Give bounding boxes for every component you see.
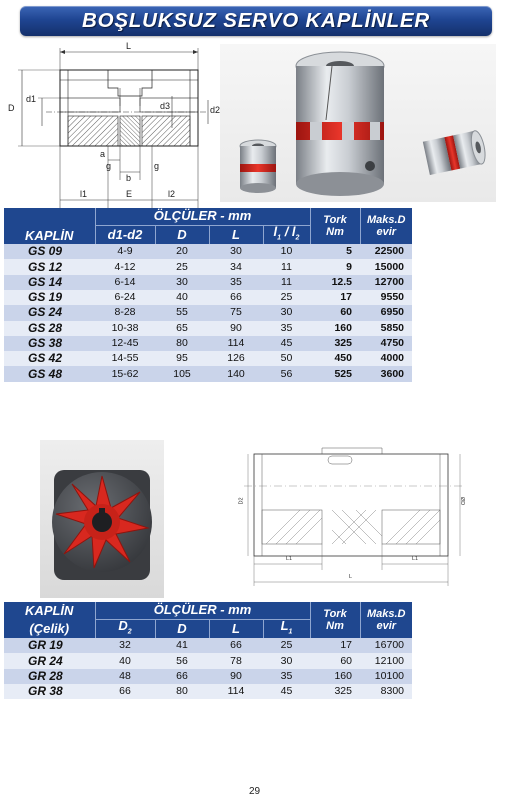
value-cell: 450 — [310, 351, 360, 366]
gr-table-body — [4, 638, 412, 699]
value-cell: 525 — [310, 366, 360, 381]
value-cell: 8-28 — [95, 305, 155, 320]
table-row — [4, 321, 412, 336]
model-cell: GS 38 — [4, 336, 95, 351]
value-cell: 4-12 — [95, 259, 155, 274]
model-cell: GR 38 — [4, 684, 95, 699]
value-cell: 56 — [155, 653, 209, 668]
value-cell: 114 — [209, 336, 263, 351]
value-cell: 12100 — [360, 653, 412, 668]
technical-drawing-gs — [8, 40, 220, 212]
value-cell: 35 — [263, 321, 310, 336]
table-row — [4, 366, 412, 381]
value-cell: 20 — [155, 244, 209, 259]
table-row — [4, 336, 412, 351]
value-cell: 45 — [263, 684, 310, 699]
value-cell: 66 — [95, 684, 155, 699]
value-cell: 4000 — [360, 351, 412, 366]
dim-label-d1: d1 — [26, 94, 37, 104]
value-cell: 75 — [209, 305, 263, 320]
model-cell: GR 19 — [4, 638, 95, 653]
dim-label-D: D — [8, 103, 15, 113]
gr-spec-table — [4, 602, 412, 699]
value-cell: 5850 — [360, 321, 412, 336]
col-header-D2: $D_2$ — [95, 619, 155, 638]
value-cell: 30 — [263, 653, 310, 668]
model-cell: GS 09 — [4, 244, 95, 259]
value-cell: 325 — [310, 684, 360, 699]
value-cell: 41 — [155, 638, 209, 653]
col-header-maks-devir: Maks.D evir — [360, 208, 412, 244]
value-cell: 25 — [263, 638, 310, 653]
gr-drawing-svg — [236, 440, 472, 588]
col-header-l1-l2: $l_1 / l_2$ — [263, 225, 310, 244]
model-cell: GS 48 — [4, 366, 95, 381]
value-cell: 325 — [310, 336, 360, 351]
value-cell: 4-9 — [95, 244, 155, 259]
model-cell: GS 12 — [4, 259, 95, 274]
value-cell: 9550 — [360, 290, 412, 305]
table-row — [4, 684, 412, 699]
col-header-L: L — [209, 619, 263, 638]
table-row — [4, 275, 412, 290]
table-row — [4, 259, 412, 274]
value-cell: 126 — [209, 351, 263, 366]
value-cell: 35 — [209, 275, 263, 290]
table-row — [4, 244, 412, 259]
page-title: BOŞLUKSUZ SERVO KAPLİNLER — [81, 9, 431, 32]
model-cell: GR 28 — [4, 669, 95, 684]
dim-label-L: L — [126, 41, 132, 51]
value-cell: 25 — [263, 290, 310, 305]
value-cell: 60 — [310, 305, 360, 320]
col-header-kaplin: KAPLİN — [4, 208, 95, 244]
dim-label-d2: d2 — [210, 105, 221, 115]
value-cell: 90 — [209, 669, 263, 684]
value-cell: 4750 — [360, 336, 412, 351]
value-cell: 34 — [209, 259, 263, 274]
value-cell: 5 — [310, 244, 360, 259]
value-cell: 8300 — [360, 684, 412, 699]
value-cell: 15000 — [360, 259, 412, 274]
product-photo-gr — [40, 440, 164, 598]
dim-label-L1-right: L1 — [412, 556, 419, 562]
dim-label-L1-left: L1 — [286, 556, 293, 562]
value-cell: 50 — [263, 351, 310, 366]
model-cell: GS 28 — [4, 321, 95, 336]
gr-coupling-illustration — [40, 440, 164, 598]
value-cell: 30 — [263, 305, 310, 320]
col-header-tork: Tork Nm — [310, 602, 360, 638]
value-cell: 15-62 — [95, 366, 155, 381]
table-row — [4, 638, 412, 653]
dim-label-OD: ØD — [459, 496, 466, 506]
value-cell: 160 — [310, 321, 360, 336]
table-row — [4, 305, 412, 320]
value-cell: 11 — [263, 275, 310, 290]
gs-spec-table — [4, 208, 412, 382]
value-cell: 48 — [95, 669, 155, 684]
value-cell: 10-38 — [95, 321, 155, 336]
value-cell: 25 — [155, 259, 209, 274]
dim-label-l1: l1 — [80, 189, 88, 199]
col-header-olculer: ÖLÇÜLER - mm — [95, 208, 310, 225]
table-row — [4, 669, 412, 684]
value-cell: 160 — [310, 669, 360, 684]
value-cell: 105 — [155, 366, 209, 381]
title-banner — [20, 6, 492, 36]
value-cell: 11 — [263, 259, 310, 274]
product-photo-gs — [220, 44, 496, 202]
dim-label-g-left: g — [106, 161, 112, 171]
dim-label-g-right: g — [154, 161, 160, 171]
col-header-tork: Tork Nm — [310, 208, 360, 244]
value-cell: 6950 — [360, 305, 412, 320]
value-cell: 66 — [209, 290, 263, 305]
page-number: 29 — [248, 786, 261, 797]
value-cell: 16700 — [360, 638, 412, 653]
col-header-kaplin: KAPLİN — [4, 602, 95, 619]
value-cell: 14-55 — [95, 351, 155, 366]
dim-label-b: b — [126, 173, 132, 183]
value-cell: 6-14 — [95, 275, 155, 290]
col-header-D: D — [155, 619, 209, 638]
value-cell: 17 — [310, 290, 360, 305]
value-cell: 60 — [310, 653, 360, 668]
model-cell: GR 24 — [4, 653, 95, 668]
col-header-L1: $L_1$ — [263, 619, 310, 638]
gs-drawing-svg — [8, 40, 220, 212]
table-row — [4, 351, 412, 366]
table-row — [4, 653, 412, 668]
value-cell: 35 — [263, 669, 310, 684]
value-cell: 22500 — [360, 244, 412, 259]
model-cell: GS 19 — [4, 290, 95, 305]
col-header-L: L — [209, 225, 263, 244]
value-cell: 90 — [209, 321, 263, 336]
gs-table-body — [4, 244, 412, 382]
value-cell: 45 — [263, 336, 310, 351]
value-cell: 40 — [155, 290, 209, 305]
model-cell: GS 42 — [4, 351, 95, 366]
value-cell: 10 — [263, 244, 310, 259]
value-cell: 56 — [263, 366, 310, 381]
value-cell: 12.5 — [310, 275, 360, 290]
col-header-olculer: ÖLÇÜLER - mm — [95, 602, 310, 619]
col-header-D: D — [155, 225, 209, 244]
value-cell: 40 — [95, 653, 155, 668]
value-cell: 30 — [209, 244, 263, 259]
value-cell: 55 — [155, 305, 209, 320]
dim-label-E: E — [126, 189, 133, 199]
col-header-celik: (Çelik) — [4, 619, 95, 638]
model-cell: GS 14 — [4, 275, 95, 290]
value-cell: 12700 — [360, 275, 412, 290]
value-cell: 12-45 — [95, 336, 155, 351]
value-cell: 9 — [310, 259, 360, 274]
dim-label-L: L — [349, 574, 353, 580]
table-row — [4, 290, 412, 305]
value-cell: 80 — [155, 336, 209, 351]
value-cell: 80 — [155, 684, 209, 699]
value-cell: 78 — [209, 653, 263, 668]
dim-label-D2: D2 — [238, 497, 245, 505]
dim-label-l2: l2 — [168, 189, 176, 199]
value-cell: 3600 — [360, 366, 412, 381]
value-cell: 32 — [95, 638, 155, 653]
value-cell: 114 — [209, 684, 263, 699]
technical-drawing-gr — [236, 440, 472, 588]
model-cell: GS 24 — [4, 305, 95, 320]
value-cell: 30 — [155, 275, 209, 290]
value-cell: 17 — [310, 638, 360, 653]
value-cell: 95 — [155, 351, 209, 366]
value-cell: 66 — [209, 638, 263, 653]
col-header-maks-devir: Maks.D evir — [360, 602, 412, 638]
value-cell: 66 — [155, 669, 209, 684]
col-header-d1d2: d1-d2 — [95, 225, 155, 244]
dim-label-a: a — [100, 149, 106, 159]
gs-coupling-illustration — [220, 44, 496, 202]
value-cell: 10100 — [360, 669, 412, 684]
dim-label-d3: d3 — [160, 101, 171, 111]
value-cell: 140 — [209, 366, 263, 381]
value-cell: 65 — [155, 321, 209, 336]
value-cell: 6-24 — [95, 290, 155, 305]
